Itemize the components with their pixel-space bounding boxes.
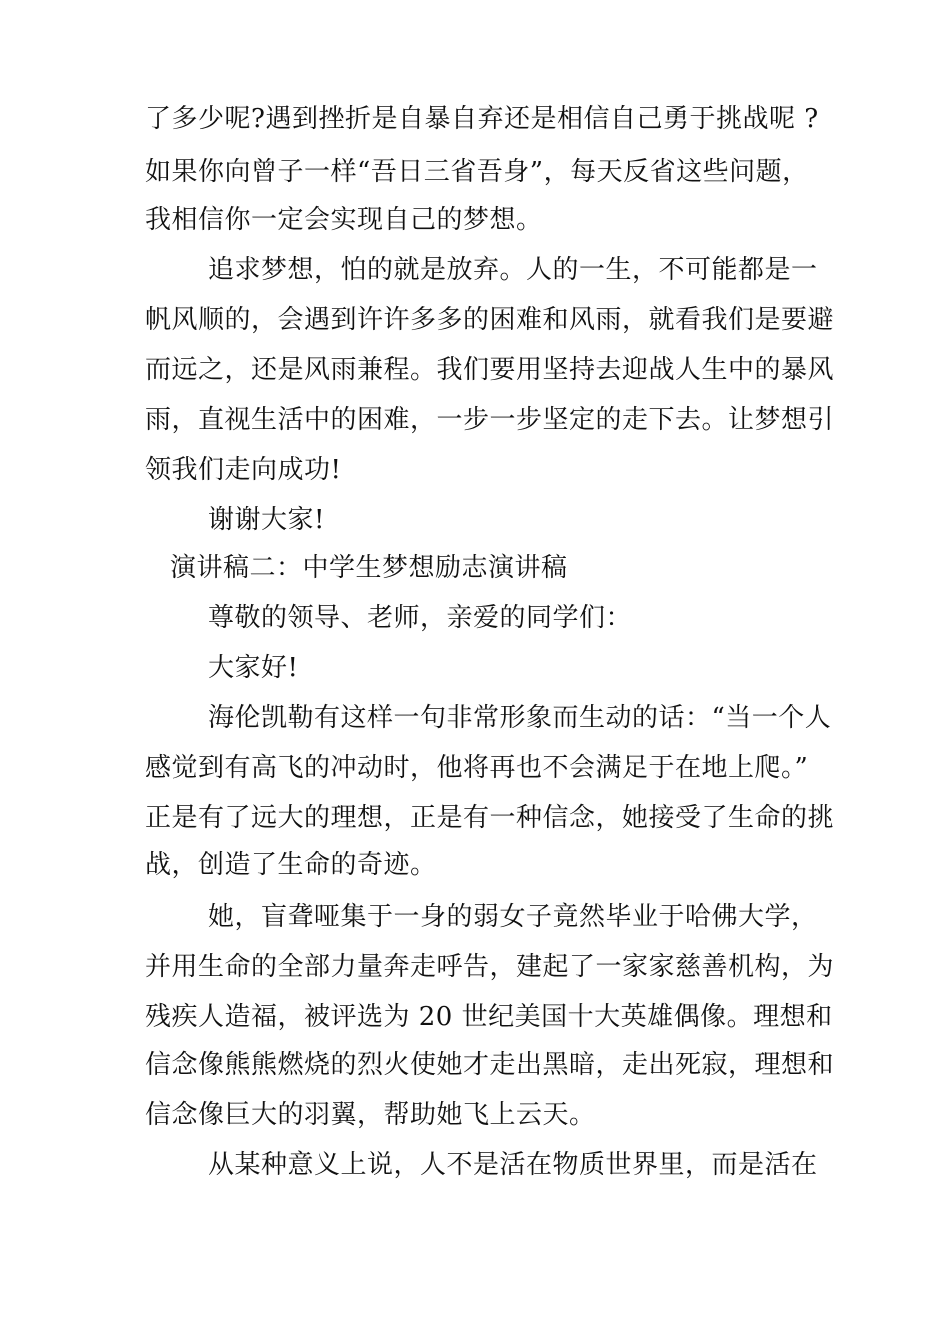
text-line: 信念像巨大的羽翼，帮助她飞上云天。	[145, 1100, 596, 1130]
text-line: 我相信你一定会实现自己的梦想。	[145, 205, 543, 235]
text-line: 她，盲聋哑集于一身的弱女子竟然毕业于哈佛大学，	[208, 902, 818, 932]
text-line: 尊敬的领导、老师，亲爱的同学们：	[208, 603, 633, 633]
text-line: 残疾人造福，被评选为 20 世纪美国十大英雄偶像。理想和	[145, 1002, 833, 1032]
text-line: 从某种意义上说，人不是活在物质世界里，而是活在	[208, 1150, 818, 1180]
text-line: 谢谢大家!	[208, 505, 325, 535]
text-line: 追求梦想，怕的就是放弃。人的一生，不可能都是一	[208, 255, 818, 285]
text-line: 帆风顺的，会遇到许许多多的困难和风雨，就看我们是要避	[145, 305, 835, 335]
text-line: 如果你向曾子一样“吾日三省吾身”，每天反省这些问题，	[145, 157, 809, 187]
text-line: 了多少呢?遇到挫折是自暴自弃还是相信自己勇于挑战呢 ?	[145, 104, 819, 134]
text-line: 信念像熊熊燃烧的烈火使她才走出黑暗，走出死寂，理想和	[145, 1050, 835, 1080]
text-line: 感觉到有高飞的冲动时，他将再也不会满足于在地上爬。”	[145, 753, 809, 783]
text-line: 雨，直视生活中的困难，一步一步坚定的走下去。让梦想引	[145, 405, 835, 435]
text-line: 正是有了远大的理想，正是有一种信念，她接受了生命的挑	[145, 803, 835, 833]
text-line: 领我们走向成功!	[145, 455, 342, 485]
text-line: 大家好!	[208, 653, 299, 683]
text-line: 战，创造了生命的奇迹。	[145, 850, 437, 880]
text-line: 并用生命的全部力量奔走呼告，建起了一家家慈善机构，为	[145, 952, 835, 982]
text-line: 海伦凯勒有这样一句非常形象而生动的话：“当一个人	[208, 703, 832, 733]
text-line: 而远之，还是风雨兼程。我们要用坚持去迎战人生中的暴风	[145, 355, 835, 385]
section-heading: 演讲稿二：中学生梦想励志演讲稿	[170, 553, 568, 583]
